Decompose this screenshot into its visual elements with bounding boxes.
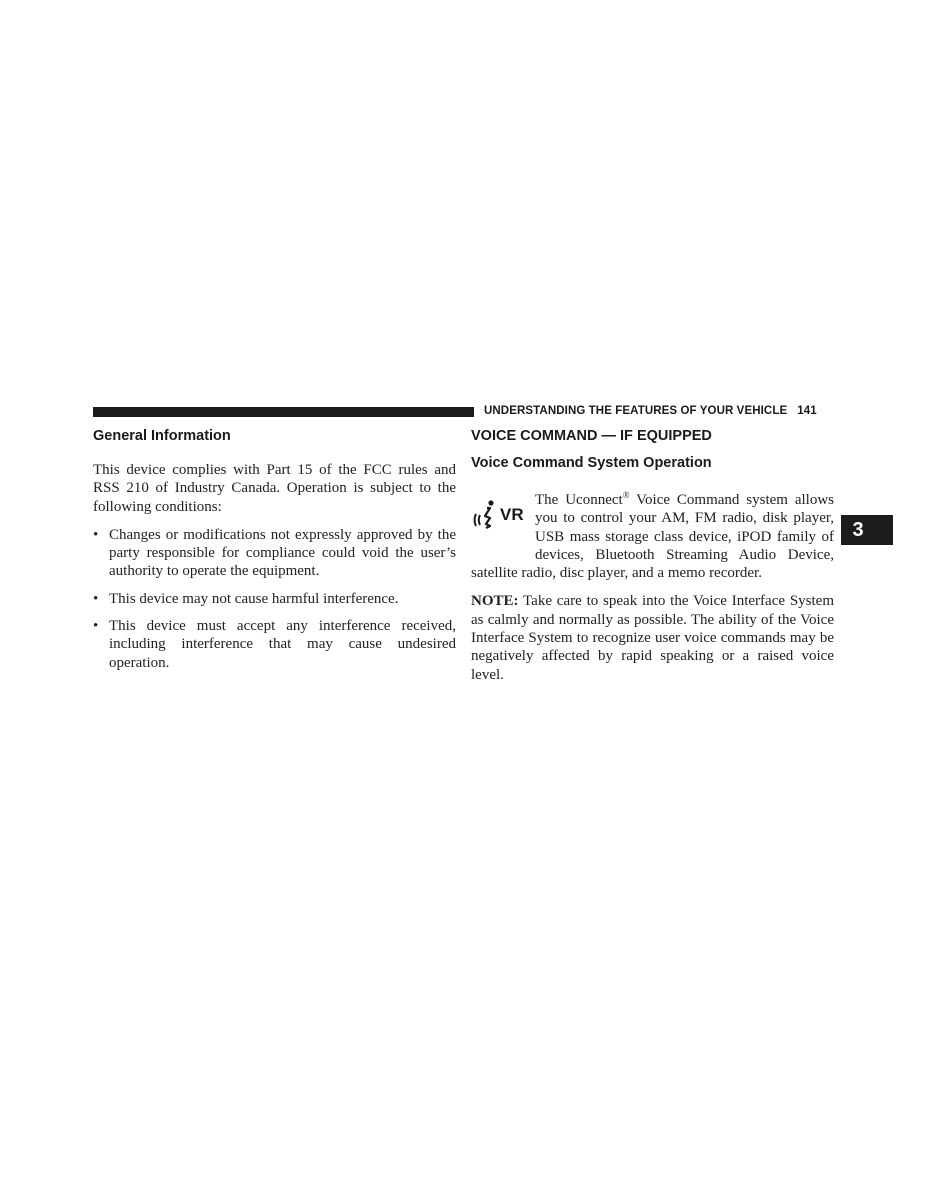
voice-command-heading: VOICE COMMAND — IF EQUIPPED [471, 428, 712, 444]
voice-recognition-icon [471, 494, 529, 548]
note-label: NOTE: [471, 593, 519, 610]
voice-command-subheading: Voice Command System Operation [471, 455, 712, 471]
voice-command-description [471, 491, 834, 582]
section-title: UNDERSTANDING THE FEATURES OF YOUR VEHICLE [484, 405, 788, 417]
bullet-mark: • [93, 526, 99, 543]
fcc-intro-paragraph: This device complies with Part 15 of the FCC rules and RSS 210 of Industry Canada. Operation is subject to the following conditions: [93, 462, 456, 515]
general-information-heading: General Information [93, 428, 231, 444]
bullet-mark: • [93, 618, 99, 635]
left-column [93, 426, 456, 672]
vr-label: VR [500, 505, 524, 524]
note-paragraph: NOTE: Take care to speak into the Voice Interface System as calmly and normally as possible. The ability of the Voice Interface System to recognize user voice commands may be negatively affected by rapid speaking or a raised voice level. [471, 593, 834, 683]
chapter-tab: 3 [841, 515, 893, 545]
bullet-mark: • [93, 590, 99, 607]
list-item: • Changes or modifications not expressly approved by the party responsible for compliance could void the user’s authority to operate the equipment. [93, 526, 456, 580]
header-rule [93, 407, 474, 417]
registered-mark: ® [622, 490, 630, 500]
conditions-list [93, 526, 456, 672]
list-item: • This device may not cause harmful interference. [93, 590, 399, 607]
running-header [484, 405, 817, 417]
list-item: • This device must accept any interference received, including interference that may cause undesired operation. [93, 618, 456, 671]
uconnect-paragraph: The Uconnect® Voice Command system allows you to control your AM, FM radio, disk player, USB mass storage class device, iPOD family of devices, Bluetooth Streaming Audio Device, satellite radio, disc player, and a memo recorder. [471, 490, 834, 582]
page-number: 141 [797, 405, 817, 417]
right-column [471, 426, 834, 684]
